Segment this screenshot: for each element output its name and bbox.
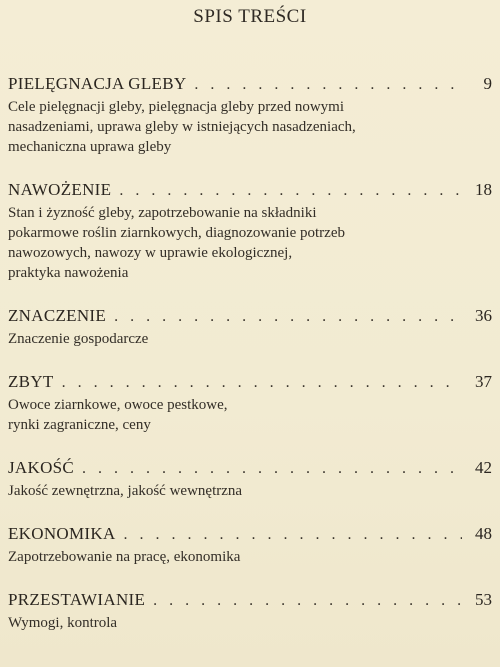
toc-entry-title-row (8, 457, 492, 480)
toc-entry-description-line: nawozowych, nawozy w uprawie ekologicznej, (8, 245, 293, 261)
toc-entry-description-line: Jakość zewnętrzna, jakość wewnętrzna (8, 483, 243, 499)
toc-entry-description-line: Zapotrzebowanie na pracę, ekonomika (8, 549, 241, 565)
toc-entry-title: ZBYT (8, 372, 54, 391)
toc-entry-page-number: 18 (475, 180, 492, 199)
dot-leader (119, 180, 462, 202)
toc-entry-description-line: Wymogi, kontrola (8, 615, 118, 631)
toc-entry-description (8, 613, 492, 633)
toc-entry-zbyt (8, 371, 492, 435)
toc-entry-description-line: Cele pielęgnacji gleby, pielęgnacja gleby przed nowymi (8, 99, 344, 115)
table-of-contents (8, 73, 492, 655)
toc-entry-ekonomika (8, 523, 492, 567)
toc-entry-description-line: Owoce ziarnkowe, owoce pestkowe, (8, 397, 228, 413)
toc-entry-title-row (8, 305, 492, 328)
dot-leader (62, 372, 462, 394)
dot-leader (153, 590, 462, 612)
toc-entry-page-number: 9 (483, 74, 492, 93)
toc-entry-page-number: 37 (475, 372, 492, 391)
toc-entry-description (8, 481, 492, 501)
toc-entry-title: JAKOŚĆ (8, 458, 75, 477)
page-heading: SPIS TREŚCI (193, 6, 307, 27)
toc-entry-description-line: mechaniczna uprawa gleby (8, 139, 172, 155)
toc-entry-description (8, 329, 492, 349)
toc-entry-description (8, 395, 492, 435)
toc-entry-page-number: 53 (475, 590, 492, 609)
toc-entry-title-row (8, 371, 492, 394)
toc-entry-title-row (8, 523, 492, 546)
toc-entry-description (8, 203, 492, 283)
toc-entry-description-line: nasadzeniami, uprawa gleby w istniejących nasadzeniach, (8, 119, 356, 135)
toc-entry-pielegnacja-gleby (8, 73, 492, 157)
toc-entry-description (8, 547, 492, 567)
toc-entry-znaczenie (8, 305, 492, 349)
toc-entry-jakosc (8, 457, 492, 501)
toc-entry-title-row (8, 589, 492, 612)
dot-leader (124, 524, 462, 546)
toc-entry-description (8, 97, 492, 157)
toc-entry-title: EKONOMIKA (8, 524, 116, 543)
toc-entry-description-line: rynki zagraniczne, ceny (8, 417, 151, 433)
toc-entry-title-row (8, 73, 492, 96)
toc-entry-page-number: 42 (475, 458, 492, 477)
toc-entry-title-row (8, 179, 492, 202)
toc-entry-title: ZNACZENIE (8, 306, 107, 325)
dot-leader (194, 74, 462, 96)
toc-entry-nawozenie (8, 179, 492, 283)
toc-entry-title: PRZESTAWIANIE (8, 590, 146, 609)
toc-entry-description-line: Stan i żyzność gleby, zapotrzebowanie na składniki (8, 205, 317, 221)
toc-entry-page-number: 48 (475, 524, 492, 543)
dot-leader (82, 458, 462, 480)
toc-entry-page-number: 36 (475, 306, 492, 325)
toc-entry-description-line: Znaczenie gospodarcze (8, 331, 149, 347)
toc-entry-przestawianie (8, 589, 492, 633)
toc-entry-title: NAWOŻENIE (8, 180, 112, 199)
toc-entry-description-line: pokarmowe roślin ziarnkowych, diagnozowanie potrzeb (8, 225, 345, 241)
toc-entry-title: PIELĘGNACJA GLEBY (8, 74, 187, 93)
toc-entry-description-line: praktyka nawożenia (8, 265, 129, 281)
dot-leader (114, 306, 462, 328)
